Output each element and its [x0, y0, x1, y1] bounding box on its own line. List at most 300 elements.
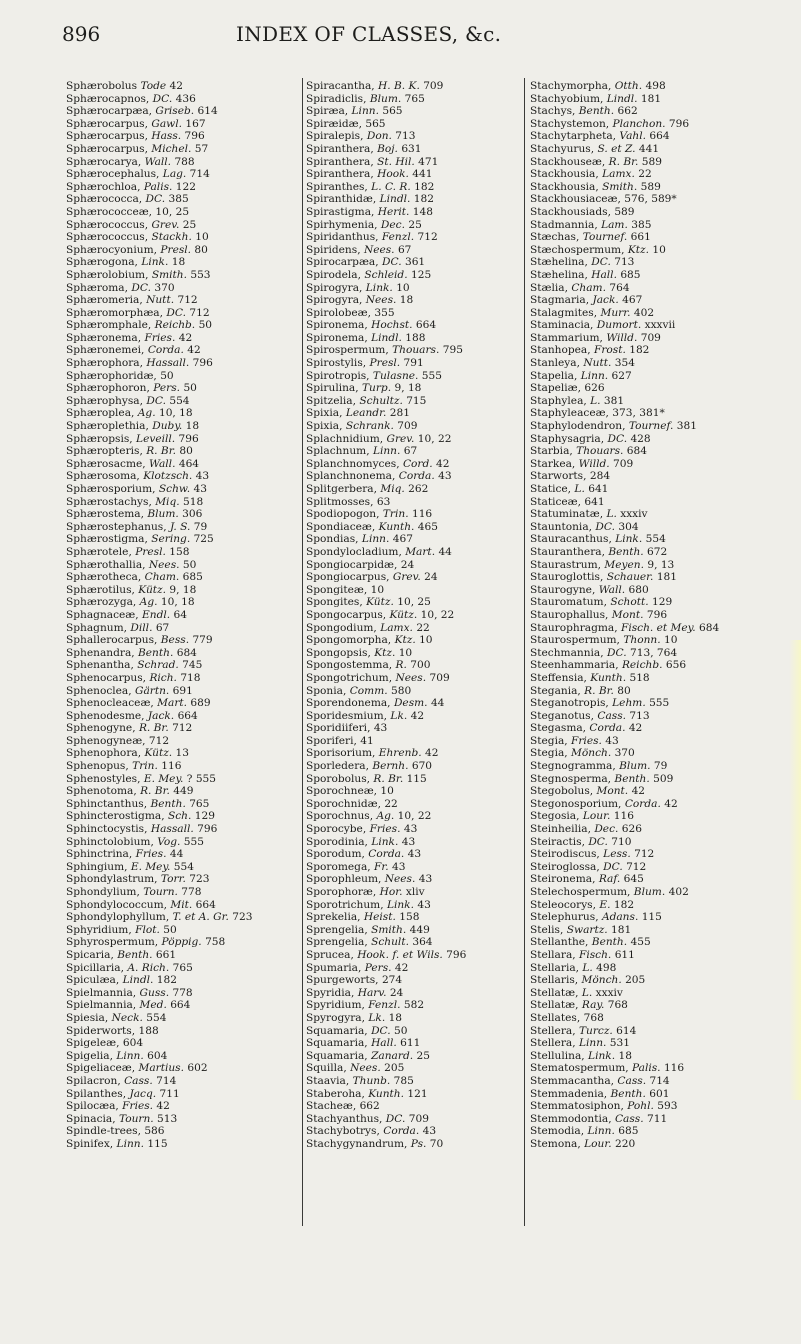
- index-entry: [530, 445, 792, 458]
- genus-name: Stemmatosiphon,: [530, 1100, 624, 1113]
- index-entry: [306, 521, 526, 534]
- genus-name: Splanchnomyces,: [306, 457, 400, 470]
- authority: Endl.: [142, 608, 171, 621]
- index-entry: [306, 735, 526, 748]
- page-reference: 601: [649, 1087, 670, 1100]
- page-reference: 10: [396, 281, 410, 294]
- index-entry: [306, 747, 526, 760]
- index-entry: [66, 282, 306, 295]
- authority: Lamx.: [602, 168, 635, 181]
- authority: Linn.: [361, 533, 390, 546]
- index-entry: [66, 1113, 306, 1126]
- page-reference: 685: [620, 268, 641, 281]
- genus-name: Stadmannia,: [530, 218, 598, 231]
- authority: Martius.: [138, 1062, 184, 1075]
- page-reference: 745: [182, 659, 203, 672]
- page-reference: 709: [397, 420, 418, 433]
- genus-name: Spirotropis,: [306, 369, 370, 382]
- page-reference: 553: [190, 268, 211, 281]
- authority: Vahl.: [619, 130, 646, 143]
- genus-name: Spironema,: [306, 319, 368, 332]
- index-entry: [66, 445, 306, 458]
- authority: Thonn.: [623, 634, 661, 647]
- authority: R. Br.: [146, 445, 176, 458]
- authority: Corda.: [147, 344, 184, 357]
- page-reference: 449: [409, 923, 430, 936]
- page-reference: 18: [185, 420, 200, 433]
- index-entry: [306, 420, 526, 433]
- genus-name: Stachygynandrum,: [306, 1137, 408, 1150]
- page-reference: 50: [182, 558, 197, 571]
- index-entry: [66, 785, 306, 798]
- index-entry: [530, 1062, 792, 1075]
- index-entry: [66, 521, 306, 534]
- page-reference: 370: [154, 281, 175, 294]
- genus-name: Steganotropis,: [530, 697, 609, 710]
- genus-name: Stelephurus,: [530, 911, 599, 924]
- genus-name: Spiralepis,: [306, 130, 364, 143]
- page-reference: 67: [397, 243, 412, 256]
- index-entry: [530, 156, 792, 169]
- index-entry: [306, 861, 526, 874]
- page-reference: 262: [408, 483, 429, 495]
- genus-name: Sprengelia,: [306, 936, 368, 949]
- page-reference: 115: [147, 1137, 168, 1150]
- index-entry: [530, 332, 792, 345]
- genus-name: Stæhelina,: [530, 256, 588, 269]
- page-reference: 714: [189, 168, 210, 181]
- genus-name: Spirodela,: [306, 268, 361, 281]
- page-reference: 182: [613, 898, 635, 911]
- authority: Reichb.: [154, 319, 196, 332]
- genus-name: Sporomega,: [306, 860, 371, 873]
- page-reference: 718: [180, 671, 201, 684]
- genus-name: Squilla,: [306, 1062, 347, 1075]
- index-entry: [306, 987, 526, 1000]
- page-reference: 182: [629, 344, 650, 357]
- page-reference: 24: [424, 571, 438, 584]
- genus-name: Sphærophoron,: [66, 382, 150, 395]
- page-reference: 641: [588, 483, 609, 495]
- index-entry: [66, 1012, 306, 1025]
- genus-name: Spinifex,: [66, 1137, 114, 1150]
- authority: Ps.: [410, 1137, 427, 1150]
- index-entry: [530, 987, 792, 1000]
- authority: Ray.: [581, 999, 605, 1012]
- page-reference: 796: [446, 948, 467, 961]
- authority: Linn.: [351, 105, 379, 118]
- authority: Pöppig.: [161, 936, 202, 949]
- page-reference: 116: [663, 1062, 685, 1075]
- genus-name: Sphondylococcum,: [66, 898, 168, 911]
- page-reference: 714: [649, 1074, 670, 1087]
- genus-name: Sphyridium,: [66, 923, 132, 936]
- index-entry: [530, 659, 792, 672]
- genus-name: Sphagnum,: [66, 621, 128, 634]
- authority: Wall.: [144, 155, 172, 168]
- authority: Guss.: [139, 986, 170, 999]
- page-reference: 181: [640, 92, 662, 105]
- index-entry: [306, 760, 526, 773]
- genus-name: Sphæromphale,: [66, 319, 152, 332]
- page-reference: 691: [172, 684, 193, 697]
- genus-name: Sporisorium,: [306, 747, 376, 760]
- page-reference: 723: [189, 873, 210, 886]
- page-reference: 304: [618, 520, 639, 533]
- index-entry: [306, 911, 526, 924]
- index-entry: [66, 571, 306, 584]
- authority: Benth.: [150, 797, 186, 810]
- index-entry: [66, 760, 306, 773]
- genus-name: Sphærosoma,: [66, 470, 140, 483]
- page-reference: 661: [155, 948, 177, 961]
- genus-name: Sphondylastrum,: [66, 873, 158, 886]
- authority: Flot.: [135, 923, 160, 936]
- index-entry: [530, 1012, 792, 1025]
- page-reference: 626: [584, 382, 605, 395]
- index-column-3: [530, 80, 792, 1230]
- authority: Wall.: [149, 457, 176, 470]
- page-reference: 364: [412, 936, 433, 949]
- genus-name: Spiradiclis,: [306, 92, 367, 105]
- index-entry: [530, 710, 792, 723]
- genus-name: Spirocarpæa,: [306, 256, 379, 269]
- genus-name: Stælia,: [530, 281, 568, 294]
- genus-name: Spondiaceæ,: [306, 520, 376, 533]
- genus-name: Stellulina,: [530, 1049, 585, 1062]
- genus-name: Sporodinia,: [306, 835, 368, 848]
- authority: Lindl.: [122, 974, 154, 987]
- page-reference: 765: [189, 797, 210, 810]
- authority: Don.: [366, 130, 392, 143]
- page-reference: 611: [614, 948, 635, 961]
- authority: Cord.: [402, 457, 433, 470]
- page-reference: 565: [382, 105, 403, 118]
- authority: Fenzl.: [368, 999, 401, 1012]
- page-reference: 709: [613, 457, 634, 470]
- genus-name: Sphærocephalus,: [66, 168, 160, 181]
- genus-name: Stachyobium,: [530, 92, 604, 105]
- page-reference: 467: [622, 294, 643, 307]
- index-entry: [66, 420, 306, 433]
- genus-name: Stegobolus,: [530, 785, 594, 798]
- index-entry: [306, 1088, 526, 1101]
- authority: Miq.: [380, 483, 405, 495]
- index-entry: [66, 773, 306, 786]
- index-entry: [530, 193, 792, 206]
- index-entry: [66, 294, 306, 307]
- index-entry: [530, 93, 792, 106]
- index-entry: [66, 697, 306, 710]
- genus-name: Spiracantha,: [306, 80, 375, 92]
- genus-name: Stackhouseæ,: [530, 155, 606, 168]
- index-entry: [66, 382, 306, 395]
- authority: Presl.: [369, 357, 401, 370]
- genus-name: Spongostemma,: [306, 659, 393, 672]
- genus-name: Stackhousia,: [530, 180, 599, 193]
- genus-name: Sphærocarpæa,: [66, 105, 152, 118]
- genus-name: Statice,: [530, 483, 572, 495]
- index-entry: [66, 949, 306, 962]
- index-entry: [306, 181, 526, 194]
- page-reference: 785: [393, 1074, 414, 1087]
- page-reference: 18: [388, 1011, 403, 1024]
- genus-name: Stemodia,: [530, 1125, 585, 1138]
- genus-name: Sphæroma,: [66, 281, 128, 294]
- index-entry: [530, 899, 792, 912]
- genus-name: Sporidiiferi,: [306, 722, 371, 735]
- authority: Link.: [141, 256, 169, 269]
- genus-name: Stematospermum,: [530, 1062, 629, 1075]
- genus-name: Sphondylophyllum,: [66, 911, 170, 924]
- page-reference: 593: [657, 1100, 678, 1113]
- genus-name: Stauntonia,: [530, 520, 593, 533]
- index-entry: [530, 685, 792, 698]
- genus-name: Spongiteæ,: [306, 583, 368, 596]
- genus-name: Stackhousiads,: [530, 205, 611, 218]
- authority: Lindl.: [371, 331, 402, 344]
- genus-name: Staphylea,: [530, 394, 587, 407]
- index-entry: [306, 659, 526, 672]
- index-entry: [306, 370, 526, 383]
- genus-name: Stanhopea,: [530, 344, 591, 357]
- index-entry: [306, 962, 526, 975]
- genus-name: Squamaria,: [306, 1024, 368, 1037]
- genus-name: Sphærosporium,: [66, 483, 156, 495]
- page-reference: 796: [192, 357, 213, 370]
- index-entry: [66, 987, 306, 1000]
- authority: Schrad.: [137, 659, 179, 672]
- index-entry: [66, 873, 306, 886]
- page-reference: 711: [647, 1112, 668, 1125]
- genus-name: Sporophoræ,: [306, 886, 377, 898]
- page-reference: 768: [583, 1011, 604, 1024]
- authority: Zanard.: [371, 1049, 414, 1062]
- page-reference: 764: [609, 281, 630, 294]
- index-entry: [306, 949, 526, 962]
- genus-name: Sphæromorphæa,: [66, 306, 163, 319]
- page-reference: 498: [596, 961, 617, 974]
- authority: Lour.: [584, 1137, 612, 1150]
- index-entry: [306, 1113, 526, 1126]
- authority: Adans.: [601, 911, 639, 924]
- genus-name: Spongocarpus,: [306, 608, 387, 621]
- index-entry: [66, 370, 306, 383]
- genus-name: Staphysagria,: [530, 432, 605, 445]
- page-reference: 18: [171, 256, 186, 269]
- authority: Lk.: [368, 1011, 386, 1024]
- authority: Linn.: [587, 1125, 615, 1138]
- page-reference: 589: [641, 155, 662, 168]
- index-entry: [66, 962, 306, 975]
- page-reference: 10, 22: [420, 608, 455, 621]
- genus-name: Sphæropsis,: [66, 432, 133, 445]
- index-entry: [306, 974, 526, 987]
- index-entry: [530, 735, 792, 748]
- genus-name: Spiderworts,: [66, 1024, 136, 1037]
- index-entry: [530, 1025, 792, 1038]
- index-entry: [530, 357, 792, 370]
- index-entry: [306, 810, 526, 823]
- page-reference: 402: [668, 886, 689, 898]
- page-reference: 449: [173, 785, 194, 798]
- index-entry: [66, 899, 306, 912]
- authority: Schult.: [371, 936, 409, 949]
- index-entry: [66, 798, 306, 811]
- authority: Rich.: [149, 671, 177, 684]
- genus-name: Sphærococceæ,: [66, 205, 153, 218]
- page-reference: 518: [629, 671, 650, 684]
- page-reference: 778: [181, 886, 202, 898]
- page-reference: 381: [603, 394, 625, 407]
- authority: DC.: [381, 256, 402, 269]
- index-entry: [306, 1025, 526, 1038]
- index-entry: [66, 672, 306, 685]
- index-entry: [530, 319, 792, 332]
- authority: Mönch.: [581, 974, 622, 987]
- index-entry: [66, 332, 306, 345]
- page-reference: 10: [370, 583, 385, 596]
- authority: Nutt.: [146, 294, 175, 307]
- index-entry: [66, 886, 306, 899]
- authority: Hass.: [151, 130, 182, 143]
- index-entry: [306, 382, 526, 395]
- page-number: 896: [62, 22, 101, 46]
- page-reference: 626: [621, 823, 642, 836]
- index-entry: [306, 559, 526, 572]
- authority: Ktz.: [627, 243, 649, 256]
- genus-name: Sphærocapnos,: [66, 92, 150, 105]
- page-reference: 43: [605, 734, 619, 747]
- index-entry: [66, 722, 306, 735]
- authority: Kütz.: [144, 747, 173, 760]
- genus-name: Stachystemon,: [530, 117, 610, 130]
- authority: Cass.: [124, 1074, 153, 1087]
- page-reference: 712: [172, 722, 193, 735]
- genus-name: Sphærotheca,: [66, 571, 142, 584]
- genus-name: Stemmodontia,: [530, 1112, 612, 1125]
- genus-name: Stellaris,: [530, 974, 579, 987]
- authority: Lindl.: [606, 92, 638, 105]
- authority: Presl.: [160, 243, 192, 256]
- genus-name: Sphenogyne,: [66, 722, 136, 735]
- genus-name: Staurophallus,: [530, 608, 609, 621]
- index-entry: [306, 206, 526, 219]
- index-entry: [530, 697, 792, 710]
- genus-name: Stellera,: [530, 1037, 576, 1050]
- page-reference: 672: [647, 545, 668, 558]
- authority: Ehrenb.: [378, 747, 422, 760]
- authority: Jack.: [147, 709, 175, 722]
- index-entry: [530, 256, 792, 269]
- page-reference: 42: [178, 331, 193, 344]
- page-reference: 711: [159, 1087, 180, 1100]
- index-entry: [530, 168, 792, 181]
- page-reference: 274: [381, 974, 403, 987]
- genus-name: Staurospermum,: [530, 634, 620, 647]
- authority: Hook. f. et Wils.: [357, 948, 443, 961]
- authority: Nees.: [395, 671, 427, 684]
- page-reference: 121: [407, 1087, 428, 1100]
- page-reference: 306: [182, 508, 203, 521]
- genus-name: Stæchas,: [530, 231, 580, 244]
- index-entry: [530, 282, 792, 295]
- genus-name: Sphærocyonium,: [66, 243, 158, 256]
- index-entry: [306, 647, 526, 660]
- page-reference: 518: [182, 495, 204, 508]
- page-reference: 43: [373, 722, 388, 735]
- page-reference: 664: [195, 898, 216, 911]
- genus-name: Spilocæa,: [66, 1100, 119, 1113]
- page-reference: 589: [640, 180, 661, 193]
- page-reference: 402: [633, 306, 655, 319]
- index-entry: [530, 622, 792, 635]
- authority: Gawl.: [151, 117, 182, 130]
- page-reference: 685: [618, 1125, 639, 1138]
- authority: Tourn.: [118, 1112, 154, 1125]
- index-entry: [530, 810, 792, 823]
- authority: E.: [599, 898, 611, 911]
- page-reference: 10, 18: [158, 407, 193, 420]
- page-reference: 63: [376, 495, 391, 508]
- page-reference: 10, 22: [397, 810, 432, 823]
- authority: Willd.: [578, 457, 610, 470]
- index-entry: [66, 93, 306, 106]
- genus-name: Steiroglossa,: [530, 860, 600, 873]
- genus-name: Stauromatum,: [530, 596, 607, 609]
- index-entry: [530, 596, 792, 609]
- genus-name: Spindle-trees,: [66, 1125, 141, 1138]
- index-entry: [530, 609, 792, 622]
- authority: Nees.: [350, 1062, 381, 1075]
- genus-name: Splachnidium,: [306, 432, 384, 445]
- genus-name: Sphinctanthus,: [66, 797, 148, 810]
- authority: Lour.: [582, 810, 611, 823]
- genus-name: Stemona,: [530, 1137, 581, 1150]
- authority: St. Hil.: [377, 155, 415, 168]
- index-entry: [306, 848, 526, 861]
- index-entry: [530, 118, 792, 131]
- authority: Planchon.: [612, 117, 666, 130]
- genus-name: Sphæronemei,: [66, 344, 145, 357]
- index-entry: [530, 546, 792, 559]
- index-entry: [306, 508, 526, 521]
- genus-name: Sphærogona,: [66, 256, 138, 269]
- page-reference: 664: [415, 319, 437, 332]
- page-reference: 555: [183, 835, 205, 848]
- genus-name: Staphyleaceæ,: [530, 407, 609, 420]
- index-entry: [530, 1138, 792, 1151]
- index-entry: [530, 1100, 792, 1113]
- index-entry: [530, 974, 792, 987]
- page-reference: 700: [410, 659, 431, 672]
- authority: DC.: [385, 1112, 406, 1125]
- index-entry: [530, 747, 792, 760]
- authority: Heist.: [363, 911, 396, 924]
- page-reference: 604: [147, 1049, 168, 1062]
- genus-name: Stackhousiaceæ,: [530, 193, 621, 206]
- genus-name: Spixia,: [306, 420, 343, 433]
- authority: Schott.: [610, 596, 649, 609]
- page-reference: 80: [179, 445, 193, 458]
- index-entry: [306, 823, 526, 836]
- genus-name: Spirogyra,: [306, 281, 363, 294]
- index-entry: [306, 533, 526, 546]
- index-entry: [306, 622, 526, 635]
- page-reference: 795: [442, 344, 463, 357]
- index-entry: [306, 445, 526, 458]
- authority: J. S.: [169, 520, 191, 533]
